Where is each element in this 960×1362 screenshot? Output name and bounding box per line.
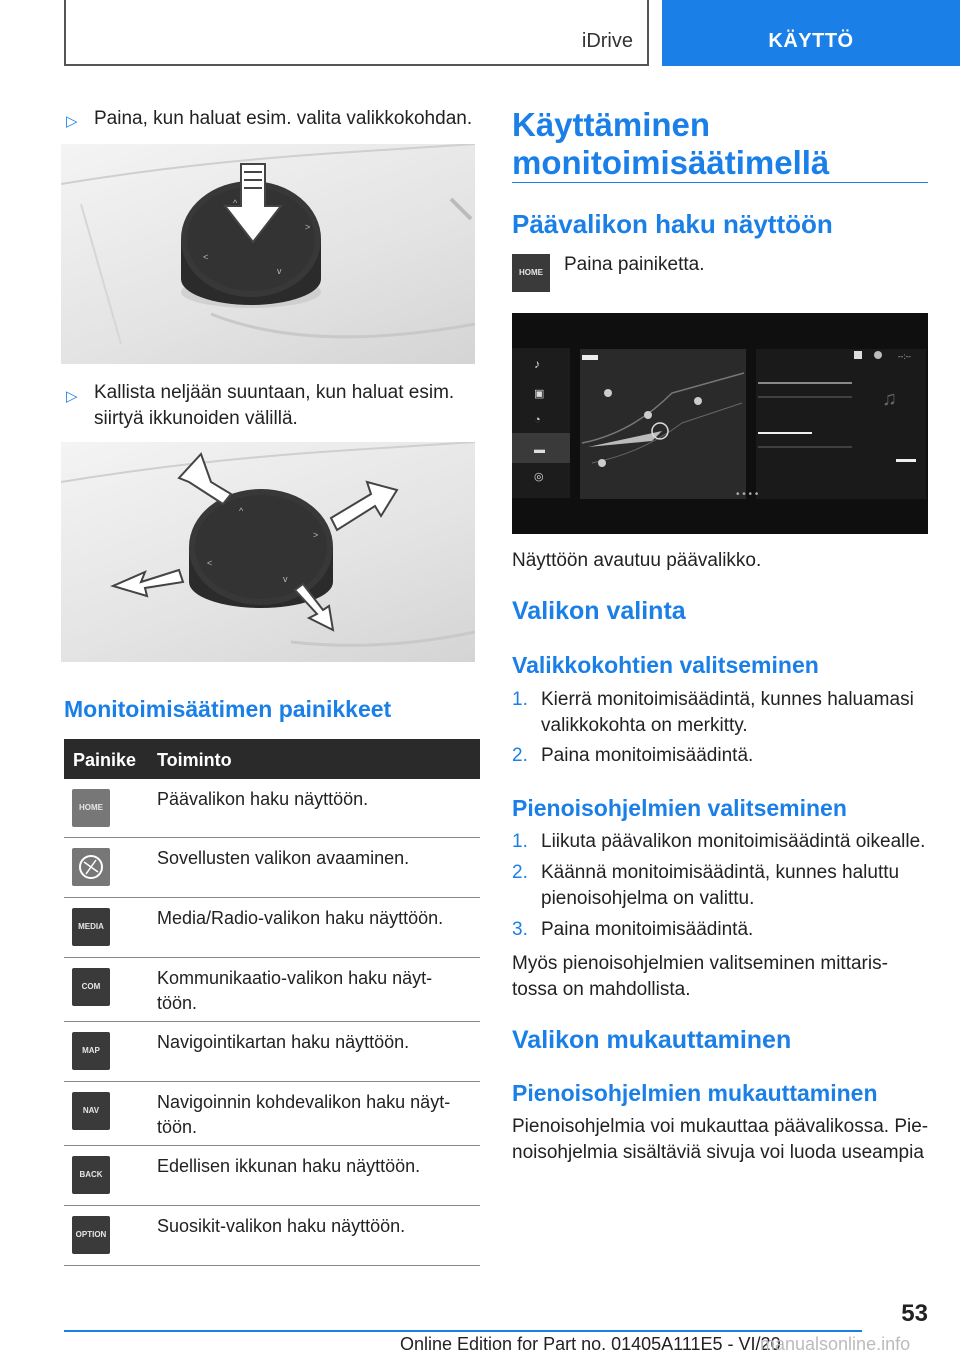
page-number: 53	[901, 1300, 928, 1327]
footer-watermark: manualsonline.info	[760, 1334, 911, 1354]
svg-text:^: ^	[239, 506, 244, 516]
step-bullet-icon: ▷	[66, 388, 78, 405]
main-menu-screen-illustration	[512, 313, 928, 534]
svg-text:<: <	[203, 252, 209, 262]
step-number: 1.	[512, 689, 528, 710]
svg-text:◎: ◎	[534, 471, 544, 483]
row-text-line-2: töön.	[157, 993, 198, 1013]
svg-text:>: >	[305, 222, 311, 232]
row-text-line-1: Kommunikaatio-valikon haku näyt-	[157, 968, 433, 988]
menu-select-heading: Valikon valinta	[512, 597, 686, 625]
step-bullet-icon: ▷	[66, 113, 78, 130]
press-button-text: Paina painiketta.	[564, 254, 705, 275]
step-number: 1.	[512, 831, 528, 852]
apps-button-icon	[72, 848, 110, 886]
com-button-icon: COM	[72, 968, 110, 1006]
step-text: Liikuta päävalikon monitoimisäädintä oikealle.	[541, 831, 926, 852]
footer-rule	[64, 1330, 862, 1332]
table-row	[64, 898, 480, 958]
step-number: 2.	[512, 745, 528, 766]
screen-caption: Näyttöön avautuu päävalikko.	[512, 550, 762, 571]
option-button-icon: OPTION	[72, 1216, 110, 1254]
widgets-custom-text	[512, 1114, 932, 1166]
svg-text:◔: ◔	[534, 414, 541, 426]
table-row	[64, 1022, 480, 1082]
table-row	[64, 1146, 480, 1206]
svg-text:v: v	[277, 266, 282, 276]
table-row	[64, 838, 480, 898]
svg-text:▬: ▬	[534, 444, 545, 456]
svg-text:♫: ♫	[882, 388, 897, 410]
row-function-text	[157, 1090, 475, 1140]
page-title	[512, 106, 829, 182]
widgets-select-heading: Pienoisohjelmien valitseminen	[512, 795, 847, 821]
map-button-icon: MAP	[72, 1032, 110, 1070]
page-title-line-2: monitoimisäätimellä	[512, 144, 830, 181]
header-chapter-tab	[662, 0, 960, 66]
svg-text:<: <	[207, 558, 213, 568]
table-row	[64, 1082, 480, 1146]
svg-text:• • • •: • • • •	[736, 489, 759, 500]
step-text-line-2: pienoisohjelma on valittu.	[541, 888, 755, 909]
table-header	[64, 739, 480, 779]
svg-text:>: >	[313, 530, 319, 540]
row-function-text: Päävalikon haku näyttöön.	[157, 789, 369, 809]
row-function-text: Navigointikartan haku näyttöön.	[157, 1032, 410, 1052]
step-tilt-text	[94, 380, 484, 432]
widgets-custom-line-2: noisohjelmia sisältäviä sivuja voi luoda useampia	[512, 1142, 924, 1163]
buttons-heading: Monitoimisäätimen painikkeet	[64, 696, 392, 722]
step-number: 2.	[512, 862, 528, 883]
svg-text:v: v	[283, 574, 288, 584]
header-section-label: iDrive	[581, 30, 633, 52]
table-row	[64, 1206, 480, 1266]
cluster-note-line-1: Myös pienoisohjelmien valitseminen mittaris-	[512, 953, 888, 974]
row-function-text: Sovellusten valikon avaaminen.	[157, 848, 410, 868]
items-select-heading: Valikkokohtien valitseminen	[512, 652, 819, 678]
step-text-line-1: Kierrä monitoimisäädintä, kunnes haluamasi	[541, 689, 914, 710]
back-button-icon: BACK	[72, 1156, 110, 1194]
home-button-icon: HOME	[512, 254, 550, 292]
step-text	[541, 860, 931, 912]
controller-press-illustration	[61, 144, 475, 364]
svg-text:▣: ▣	[534, 388, 545, 400]
cluster-note	[512, 951, 932, 1003]
step-number: 3.	[512, 919, 528, 940]
step-text	[541, 687, 931, 739]
cluster-note-line-2: tossa on mahdollista.	[512, 979, 691, 1000]
buttons-table	[64, 739, 480, 1266]
step-text: Paina monitoimisäädintä.	[541, 745, 754, 766]
header-chapter-label: KÄYTTÖ	[768, 30, 854, 52]
row-function-text: Suosikit-valikon haku näyttöön.	[157, 1216, 406, 1236]
row-text-line-2: töön.	[157, 1117, 198, 1137]
page-title-line-1: Käyttäminen	[512, 106, 711, 143]
svg-text:^: ^	[233, 198, 238, 208]
main-menu-screen-image	[512, 313, 928, 534]
nav-button-icon: NAV	[72, 1092, 110, 1130]
table-row	[64, 779, 480, 838]
step-tilt-line-1: Kallista neljään suuntaan, kun haluat esim.	[94, 382, 455, 403]
footer-edition: Online Edition for Part no. 01405A111E5 - VI/20	[400, 1334, 781, 1354]
main-menu-heading: Päävalikon haku näyttöön	[512, 209, 833, 239]
table-row	[64, 958, 480, 1022]
controller-tilt-illustration	[61, 442, 475, 662]
step-tilt-line-2: siirtyä ikkunoiden välillä.	[94, 408, 298, 429]
title-rule	[512, 182, 928, 183]
col-button-header: Painike	[73, 750, 137, 770]
step-text: Paina monitoimisäädintä.	[541, 919, 754, 940]
step-press-text: Paina, kun haluat esim. valita valikkokohdan.	[94, 108, 473, 129]
row-function-text: Media/Radio-valikon haku näyttöön.	[157, 908, 444, 928]
globe-icon	[72, 848, 110, 886]
row-text-line-1: Navigoinnin kohdevalikon haku näyt-	[157, 1092, 451, 1112]
home-button-icon: HOME	[72, 789, 110, 827]
widgets-custom-line-1: Pienoisohjelmia voi mukauttaa päävalikossa. Pie-	[512, 1116, 929, 1137]
row-function-text: Edellisen ikkunan haku näyttöön.	[157, 1156, 421, 1176]
svg-text:--:--: --:--	[898, 352, 911, 361]
step-text-line-1: Käännä monitoimisäädintä, kunnes haluttu	[541, 862, 900, 883]
step-text-line-2: valikkokohta on merkitty.	[541, 715, 748, 736]
header-section-box	[64, 0, 649, 66]
col-function-header: Toiminto	[157, 750, 232, 770]
menu-custom-heading: Valikon mukauttaminen	[512, 1026, 792, 1054]
media-button-icon: MEDIA	[72, 908, 110, 946]
widgets-custom-heading: Pienoisohjelmien mukauttaminen	[512, 1080, 878, 1106]
controller-press-photo	[61, 144, 475, 364]
controller-tilt-photo	[61, 442, 475, 662]
row-function-text	[157, 966, 475, 1016]
svg-text:♪: ♪	[534, 357, 540, 371]
